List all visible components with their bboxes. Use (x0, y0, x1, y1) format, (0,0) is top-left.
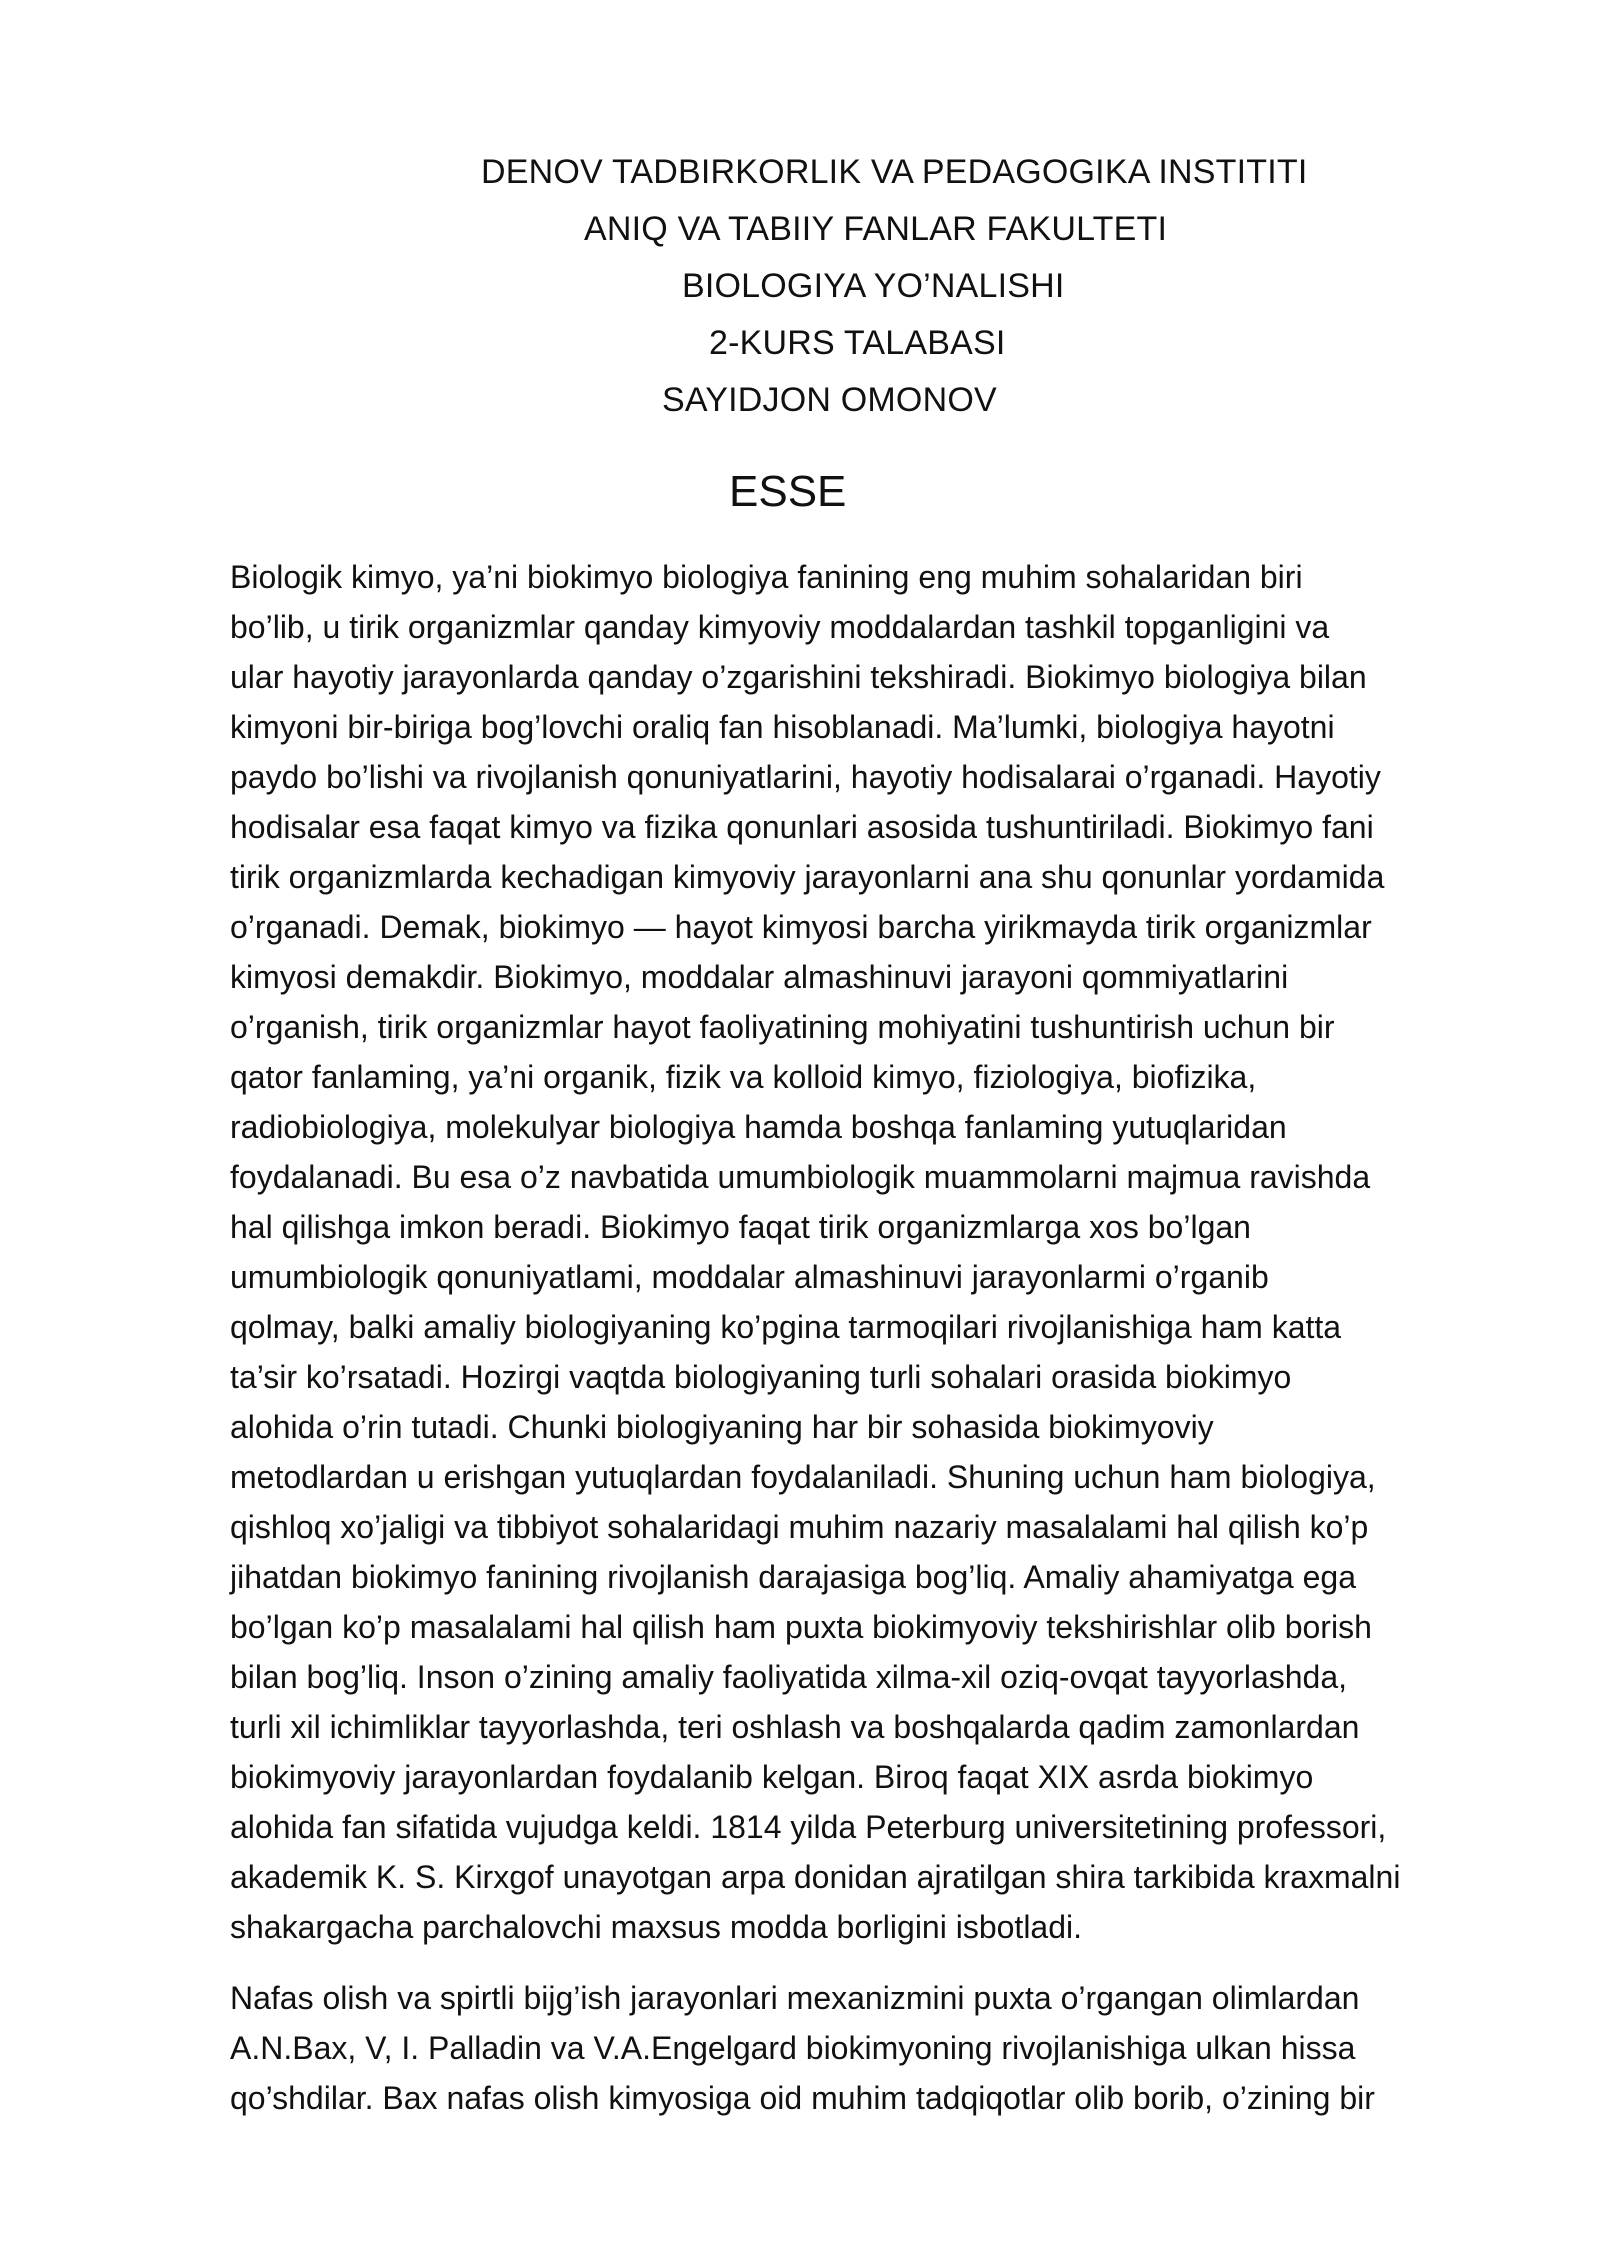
text-line: A.N.Bax, V, I. Palladin va V.A.Engelgard biokimyoning rivojlanishiga ulkan hissa (230, 2030, 1356, 2066)
text-line: biokimyoviy jarayonlardan foydalanib kelgan. Biroq faqat XIX asrda biokimyo (230, 1759, 1314, 1795)
text-line: qolmay, balki amaliy biologiyaning ko’pgina tarmoqilari rivojlanishiga ham katta (230, 1309, 1342, 1345)
text-line: ta’sir ko’rsatadi. Hozirgi vaqtda biologiyaning turli sohalari orasida biokimyo (230, 1359, 1292, 1395)
header-faculty: ANIQ VA TABIIY FANLAR FAKULTETI (584, 210, 1168, 248)
text-line: bilan bog’liq. Inson o’zining amaliy faoliyatida xilma-xil oziq-ovqat tayyorlashda, (230, 1659, 1348, 1695)
text-line: o’rganadi. Demak, biokimyo — hayot kimyosi barcha yirikmayda tirik organizmlar (230, 909, 1372, 945)
text-line: jihatdan biokimyo fanining rivojlanish darajasiga bog’liq. Amaliy ahamiyatga ega (230, 1559, 1356, 1595)
header-course: 2-KURS TALABASI (709, 324, 1006, 362)
text-line: hodisalar esa faqat kimyo va fizika qonunlari asosida tushuntiriladi. Biokimyo fani (230, 809, 1374, 845)
text-line: bo’lib, u tirik organizmlar qanday kimyoviy moddalardan tashkil topganligini va (230, 609, 1330, 645)
text-line: qator fanlaming, ya’ni organik, fizik va kolloid kimyo, fiziologiya, biofizika, (230, 1059, 1257, 1095)
text-line: kimyosi demakdir. Biokimyo, moddalar almashinuvi jarayoni qommiyatlarini (230, 959, 1289, 995)
text-line: akademik K. S. Kirxgof unayotgan arpa donidan ajratilgan shira tarkibida kraxmalni (230, 1859, 1401, 1895)
text-line: turli xil ichimliklar tayyorlashda, teri oshlash va boshqalarda qadim zamonlardan (230, 1709, 1360, 1745)
header-author: SAYIDJON OMONOV (662, 381, 997, 419)
text-line: qo’shdilar. Bax nafas olish kimyosiga oid muhim tadqiqotlar olib borib, o’zining bir (230, 2080, 1375, 2116)
text-line: qishloq xo’jaligi va tibbiyot sohalaridagi muhim nazariy masalalami hal qilish ko’p (230, 1509, 1369, 1545)
text-line: Biologik kimyo, ya’ni biokimyo biologiya fanining eng muhim sohalaridan biri (230, 559, 1303, 595)
text-line: paydo bo’lishi va rivojlanish qonuniyatlarini, hayotiy hodisalarai o’rganadi. Hayotiy (230, 759, 1381, 795)
text-line: ular hayotiy jarayonlarda qanday o’zgarishini tekshiradi. Biokimyo biologiya bilan (230, 659, 1367, 695)
text-line: foydalanadi. Bu esa o’z navbatida umumbiologik muammolarni majmua ravishda (230, 1159, 1371, 1195)
header-department: BIOLOGIYA YO’NALISHI (682, 267, 1065, 305)
paragraph-1 (230, 552, 1530, 1952)
text-line: tirik organizmlarda kechadigan kimyoviy jarayonlarni ana shu qonunlar yordamida (230, 859, 1385, 895)
text-line: radiobiologiya, molekulyar biologiya hamda boshqa fanlaming yutuqlaridan (230, 1109, 1287, 1145)
document-title: ESSE (729, 467, 847, 516)
text-line: alohida o’rin tutadi. Chunki biologiyaning har bir sohasida biokimyoviy (230, 1409, 1214, 1445)
text-line: hal qilishga imkon beradi. Biokimyo faqat tirik organizmlarga xos bo’lgan (230, 1209, 1251, 1245)
text-line: o’rganish, tirik organizmlar hayot faoliyatining mohiyatini tushuntirish uchun bir (230, 1009, 1335, 1045)
text-line: bo’lgan ko’p masalalami hal qilish ham puxta biokimyoviy tekshirishlar olib borish (230, 1609, 1372, 1645)
text-line: metodlardan u erishgan yutuqlardan foydalaniladi. Shuning uchun ham biologiya, (230, 1459, 1376, 1495)
text-line: Nafas olish va spirtli bijg’ish jarayonlari mexanizmini puxta o’rgangan olimlardan (230, 1980, 1360, 2016)
text-line: umumbiologik qonuniyatlami, moddalar almashinuvi jarayonlarmi o’rganib (230, 1259, 1269, 1295)
text-line: shakargacha parchalovchi maxsus modda borligini isbotladi. (230, 1909, 1083, 1945)
paragraph-2 (230, 1973, 1530, 2123)
header-institute: DENOV TADBIRKORLIK VA PEDAGOGIKA INSTITITI (481, 153, 1308, 191)
text-line: kimyoni bir-biriga bog’lovchi oraliq fan hisoblanadi. Ma’lumki, biologiya hayotni (230, 709, 1335, 745)
text-line: alohida fan sifatida vujudga keldi. 1814 yilda Peterburg universitetining professori, (230, 1809, 1387, 1845)
